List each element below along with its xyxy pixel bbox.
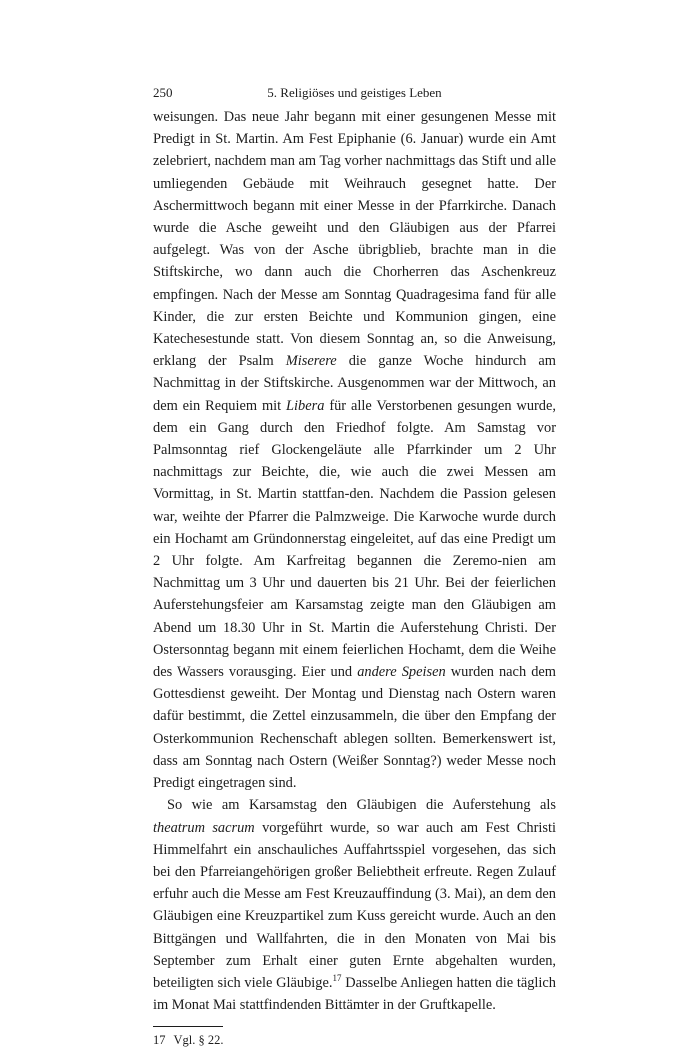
body-paragraph (153, 794, 556, 1016)
footnote-number: 17 (153, 1033, 166, 1048)
footnote-reference: 17 (332, 973, 342, 984)
italic-term: Libera (286, 397, 325, 414)
page-number: 250 (153, 85, 173, 100)
running-title: 5. Religiöses und geistiges Leben (267, 85, 442, 100)
text-run: für alle Verstorbenen gesungen wurde, dem ein Gang durch den Friedhof folgte. Am Samstag vor Palmsonntag rief Glockengeläute alle Pfarrkinder um 2 Uhr nachmittags zur Beichte, die, wie auch die zwei Messen am Vormittag, in St. Martin stattfan-den. Nachdem die Passion gelesen war, weihte der Pfarrer die Palmzweige. Die Karwoche wurde durch ein Hochamt am Gründonnerstag eingeleitet, auf das eine Predigt um 2 Uhr folgte. Am Karfreitag begannen die Zeremo-nien am Nachmittag um 3 Uhr und dauerten bis 21 Uhr. Bei der feierlichen Auferstehungsfeier am Karsamstag zeigte man den Gläubigen am Abend um 18.30 Uhr in St. Martin die Auferstehung Christi. Der Ostersonntag begann mit einem feierlichen Hochamt, dem die Weihe des Wassers vorausging. Eier und (153, 397, 556, 681)
italic-term: theatrum sacrum (153, 819, 255, 836)
running-head (153, 82, 556, 104)
book-page (153, 82, 556, 1049)
footnote (153, 1031, 556, 1049)
text-run: weisungen. Das neue Jahr begann mit einer gesungenen Messe mit Predigt in St. Martin. Am Fest Epiphanie (6. Januar) wurde ein Amt zelebriert, nachdem man am Tag vorher nachmittags das Stift und alle umliegenden Gebäude mit Weihrauch gesegnet hatte. Der Aschermittwoch begann mit einer Messe in der Pfarrkirche. Danach wurde die Asche geweiht und den Gläubigen aus der Pfarrei aufgelegt. Was von der Asche übrigblieb, brachte man in die Stiftskirche, wo dann auch die Chorherren das Aschenkreuz empfingen. Nach der Messe am Sonntag Quadragesima fand für alle Kinder, die zur ersten Beichte und Kommunion gingen, eine Katechesestunde statt. Von diesem Sonntag an, so die Anweisung, erklang der Psalm (153, 109, 556, 370)
body-text (153, 106, 556, 1016)
italic-term: Miserere (285, 353, 337, 370)
footnotes (153, 1031, 556, 1049)
text-run: die ganze Woche hindurch am Nachmittag in der Stiftskirche. Ausgenommen war der Mittwoch, an dem ein Requiem mit (153, 353, 556, 414)
text-run: wurden nach dem Gottesdienst geweiht. Der Montag und Dienstag nach Ostern waren dafür bestimmt, die Zettel einzusammeln, die über den Empfang der Osterkommunion Rechenschaft ablegen sollten. Bemerkenswert ist, dass am Sonntag nach Ostern (Weißer Sonntag?) weder Messe noch Predigt eingetragen sind. (153, 664, 556, 792)
footnote-text: Vgl. § 22. (173, 1033, 224, 1048)
body-paragraph (153, 106, 556, 794)
text-run: Dasselbe Anliegen hatten die täglich im Monat Mai stattfindenden Bittämter in der Gruftkapelle. (153, 974, 556, 1014)
footnote-divider (153, 1026, 223, 1027)
text-run: vorgeführt wurde, so war auch am Fest Christi Himmelfahrt ein anschauliches Auffahrtsspiel vorgesehen, das sich bei den Pfarreiangehörigen großer Beliebtheit erfreute. Regen Zulauf erfuhr auch die Messe am Fest Kreuzauffindung (3. Mai), an dem den Gläubigen eine Kreuzpartikel zum Kuss gereicht wurde. Auch an den Bittgängen und Wallfahrten, die in den Monaten von Mai bis September zum Erhalt einer guten Ernte abgehalten wurden, beteiligten sich viele Gläubige. (153, 819, 557, 991)
italic-term: andere Speisen (357, 664, 446, 681)
text-run: So wie am Karsamstag den Gläubigen die Auferstehung als (167, 797, 556, 814)
